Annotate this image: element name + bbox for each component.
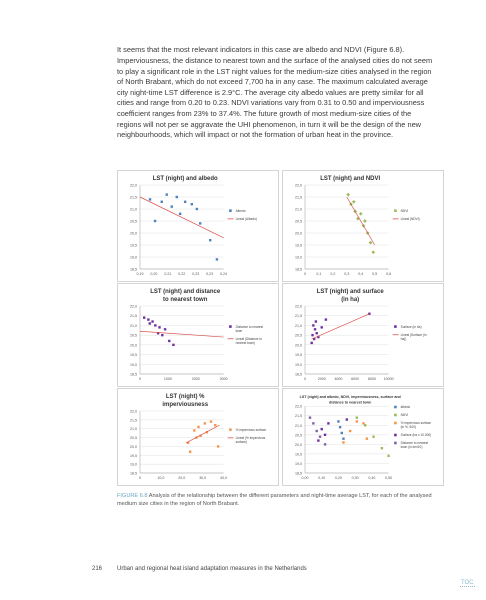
data-point: [214, 424, 216, 426]
x-tick-label: 0: [139, 377, 141, 381]
data-point: [372, 436, 374, 438]
data-point: [151, 320, 153, 322]
x-tick-label: 0,23: [206, 272, 214, 276]
x-tick-label: 2000: [191, 377, 200, 381]
y-tick-label: 21,5: [295, 414, 302, 419]
chart-svg: [118, 171, 278, 281]
legend-marker: [394, 414, 397, 417]
y-tick-label: 20,5: [130, 333, 137, 338]
y-tick-label: 21,5: [130, 418, 137, 423]
page-number: 216: [92, 566, 103, 572]
y-tick-label: 20,5: [295, 333, 302, 338]
x-tick-label: 8000: [367, 377, 376, 381]
data-point: [216, 258, 218, 260]
legend-marker: [394, 434, 397, 437]
x-tick-label: 3000: [219, 377, 228, 381]
data-point: [309, 416, 311, 418]
data-point: [327, 422, 329, 424]
data-point: [356, 416, 358, 418]
toc-link[interactable]: TOC: [461, 580, 474, 586]
x-tick-label: 0,10: [318, 476, 326, 480]
y-tick-label: 22,0: [295, 404, 302, 409]
legend-label: Lineal (Distance to nearest town): [235, 336, 263, 345]
data-point: [321, 428, 323, 430]
legend-label: Distance to nearest town (in km/10): [400, 441, 429, 450]
y-tick-label: 20,5: [295, 219, 302, 224]
data-point: [149, 322, 151, 324]
y-tick-label: 19,0: [130, 462, 137, 467]
y-tick-label: 19,0: [130, 362, 137, 367]
data-point: [312, 422, 314, 424]
y-tick-label: 21,0: [130, 207, 137, 212]
y-tick-label: 20,0: [130, 231, 137, 236]
x-tick-label: 0,00: [301, 476, 309, 480]
data-point: [316, 430, 318, 432]
x-tick-label: 0,4: [358, 272, 364, 276]
data-point: [324, 443, 326, 445]
data-point: [143, 316, 145, 318]
chart-svg: [283, 284, 443, 386]
data-point: [184, 201, 186, 203]
data-point: [193, 429, 195, 431]
x-tick-label: 0,2: [330, 272, 336, 276]
x-tick-label: 0,19: [136, 272, 144, 276]
data-point: [168, 340, 170, 342]
data-point: [342, 437, 344, 439]
data-point: [359, 212, 363, 216]
data-point: [324, 434, 326, 436]
data-point: [325, 318, 327, 320]
data-point: [371, 250, 375, 254]
x-tick-label: 0,3: [344, 272, 350, 276]
legend-label: Distance to nearest town: [235, 324, 264, 333]
data-point: [337, 420, 339, 422]
chart-title: LST (night) and surface (in ha): [316, 289, 384, 303]
data-point: [189, 451, 191, 453]
x-tick-label: 0,21: [164, 272, 172, 276]
chart-combined: [282, 388, 444, 486]
legend-label: Surface (ha x 10.000): [400, 433, 432, 438]
x-tick-label: 40,0: [220, 476, 228, 480]
y-tick-label: 20,0: [130, 444, 137, 449]
y-tick-label: 20,0: [295, 442, 302, 447]
data-point: [147, 318, 149, 320]
legend-label: Lineal (% impervious surface): [235, 435, 266, 444]
x-tick-label: 30,0: [199, 476, 207, 480]
x-tick-label: 0,22: [178, 272, 186, 276]
legend-label: NDVI: [400, 208, 409, 213]
data-point: [172, 344, 174, 346]
legend-label: Lineal (NDVI): [400, 216, 420, 221]
data-point: [366, 437, 368, 439]
chart-title: LST (night) and distance to nearest town: [150, 289, 221, 303]
legend-marker: [394, 406, 397, 409]
figure-caption: [117, 492, 443, 508]
x-tick-label: 2000: [317, 377, 326, 381]
legend-marker: [394, 325, 397, 328]
legend-label: albedo: [400, 405, 411, 410]
data-point: [196, 208, 198, 210]
chart-title: LST (night) and albedo, NDVI, imperviousness, surface and distance to nearest town: [299, 395, 401, 405]
figure-label: FIGURE 6.8: [117, 493, 148, 499]
data-point: [311, 334, 313, 336]
chart-svg: [118, 284, 278, 386]
data-point: [312, 324, 314, 326]
y-tick-label: 19,5: [295, 243, 302, 248]
legend-marker: [394, 422, 397, 425]
x-tick-label: 0,1: [316, 272, 322, 276]
data-point: [356, 420, 358, 422]
x-tick-label: 0,23: [192, 272, 200, 276]
legend-marker: [229, 209, 232, 212]
y-tick-label: 21,0: [130, 427, 137, 432]
body-paragraph: It seems that the most relevant indicators in this case are albedo and NDVI (Figure 6.8). Imperviousness, the distance to nearest town and the surface of the analysed cities do not seem to play a significant role in the LST night values for the medium-size cities analysed in the region of North Brabant, which do not exceed 7,700 ha in any case. The maximum calculated average city night-time LST difference is 2.9°C. The average city albedo values are pretty similar for all cities and range from 0.20 to 0.23. NDVI variations vary from 0.31 to 0.50 and imperviousness coefficient ranges from 23% to 37.4%. The future growth of most medium-size cities of the regions will not per se aggravate the UHI phenomenon, in turn it will be the design of the new neighbourhoods, which will impact or not the formation of urban heat in the province.: [117, 45, 433, 140]
y-tick-label: 20,0: [130, 343, 137, 348]
y-tick-label: 19,0: [295, 362, 302, 367]
y-tick-label: 18,5: [130, 372, 137, 377]
data-point: [381, 447, 383, 449]
chart-svg: [118, 389, 278, 485]
chart-svg: [283, 171, 443, 281]
y-tick-label: 21,5: [295, 314, 302, 319]
data-point: [346, 418, 348, 420]
chart-title: LST (night) and NDVI: [320, 176, 381, 182]
data-point: [310, 342, 312, 344]
data-point: [362, 422, 364, 424]
legend-label: % impervious surface: [235, 427, 267, 432]
data-point: [158, 326, 160, 328]
data-point: [154, 220, 156, 222]
legend-label: % impervious surface (in % /100): [400, 421, 432, 430]
legend-label: Lineal (Albedo): [235, 216, 258, 221]
data-point: [164, 328, 166, 330]
legend-label: Lineal (Surface (in ha)): [400, 332, 427, 341]
y-tick-label: 19,0: [295, 255, 302, 260]
y-tick-label: 19,0: [130, 255, 137, 260]
data-point: [166, 193, 168, 195]
x-tick-label: 0,6: [386, 272, 392, 276]
data-point: [161, 201, 163, 203]
trend-line: [140, 197, 224, 238]
y-tick-label: 20,5: [130, 436, 137, 441]
data-point: [341, 432, 343, 434]
x-tick-label: 0,20: [334, 476, 342, 480]
x-tick-label: 0: [304, 272, 306, 276]
x-tick-label: 0,24: [220, 272, 228, 276]
data-point: [352, 200, 356, 204]
y-tick-label: 21,0: [130, 323, 137, 328]
chart-title: LST (night) and albedo: [152, 176, 218, 182]
data-point: [317, 439, 319, 441]
legend-label: Albedo: [235, 208, 246, 213]
data-point: [321, 326, 323, 328]
x-tick-label: 0,20: [150, 272, 158, 276]
y-tick-label: 21,5: [295, 195, 302, 200]
y-tick-label: 18,5: [130, 267, 137, 272]
y-tick-label: 18,5: [295, 471, 302, 476]
running-title: Urban and regional heat island adaptation measures in the Netherlands: [117, 566, 307, 572]
y-tick-label: 21,0: [295, 423, 302, 428]
data-point: [316, 332, 318, 334]
y-tick-label: 18,5: [295, 372, 302, 377]
data-point: [197, 426, 199, 428]
data-point: [209, 239, 211, 241]
y-tick-label: 22,0: [130, 409, 137, 414]
x-tick-label: 0,50: [385, 476, 393, 480]
x-tick-label: 10000: [383, 377, 394, 381]
x-tick-label: 10,0: [157, 476, 165, 480]
y-tick-label: 22,0: [295, 183, 302, 188]
y-tick-label: 20,0: [295, 343, 302, 348]
data-point: [171, 205, 173, 207]
data-point: [210, 420, 212, 422]
y-tick-label: 21,0: [295, 207, 302, 212]
figure-caption-text: Analysis of the relationship between the different parameters and night-time average LST, for each of the analysed medium size cities in the region of North Brabant.: [117, 493, 432, 507]
data-point: [315, 320, 317, 322]
y-tick-label: 21,5: [130, 195, 137, 200]
y-tick-label: 18,5: [130, 471, 137, 476]
data-point: [204, 422, 206, 424]
chart-title: LST (night) % imperviousness: [162, 394, 209, 408]
data-point: [339, 426, 341, 428]
chart-svg: [283, 389, 443, 485]
y-tick-label: 22,0: [295, 304, 302, 309]
y-tick-label: 20,5: [295, 433, 302, 438]
y-tick-label: 21,5: [130, 314, 137, 319]
data-point: [154, 324, 156, 326]
y-tick-label: 19,0: [295, 461, 302, 466]
chart-albedo: [117, 170, 279, 282]
data-point: [363, 219, 367, 223]
y-tick-label: 19,5: [130, 453, 137, 458]
data-point: [346, 193, 350, 197]
data-point: [314, 328, 316, 330]
data-point: [179, 213, 181, 215]
data-point: [176, 196, 178, 198]
chart-distance: [117, 283, 279, 387]
data-point: [319, 436, 321, 438]
x-tick-label: 0,30: [351, 476, 359, 480]
x-tick-label: 0: [139, 476, 141, 480]
data-point: [387, 455, 389, 457]
chart-imperviousness: [117, 388, 279, 486]
legend-marker: [394, 209, 397, 212]
trend-line: [140, 331, 224, 337]
data-point: [349, 430, 351, 432]
x-tick-label: 6000: [351, 377, 360, 381]
y-tick-label: 19,5: [295, 353, 302, 358]
legend-marker: [394, 442, 397, 445]
x-tick-label: 0,40: [368, 476, 376, 480]
y-tick-label: 19,5: [130, 353, 137, 358]
x-tick-label: 4000: [334, 377, 343, 381]
x-tick-label: 0: [304, 377, 306, 381]
data-point: [342, 441, 344, 443]
x-tick-label: 20,0: [178, 476, 186, 480]
y-tick-label: 22,0: [130, 304, 137, 309]
data-point: [149, 198, 151, 200]
data-point: [217, 445, 219, 447]
legend-label: NDVI: [400, 413, 409, 418]
legend-marker: [229, 325, 232, 328]
y-tick-label: 21,0: [295, 323, 302, 328]
data-point: [369, 241, 373, 245]
data-point: [199, 222, 201, 224]
trend-line: [186, 425, 219, 443]
y-tick-label: 19,5: [295, 452, 302, 457]
y-tick-label: 20,0: [295, 231, 302, 236]
y-tick-label: 19,5: [130, 243, 137, 248]
y-tick-label: 22,0: [130, 183, 137, 188]
y-tick-label: 18,5: [295, 267, 302, 272]
x-tick-label: 1000: [163, 377, 172, 381]
x-tick-label: 0,5: [372, 272, 378, 276]
data-point: [191, 203, 193, 205]
legend-marker: [229, 428, 232, 431]
chart-surface: [282, 283, 444, 387]
chart-ndvi: [282, 170, 444, 282]
y-tick-label: 20,5: [130, 219, 137, 224]
legend-label: Surface (in ha): [400, 324, 422, 329]
data-point: [161, 334, 163, 336]
